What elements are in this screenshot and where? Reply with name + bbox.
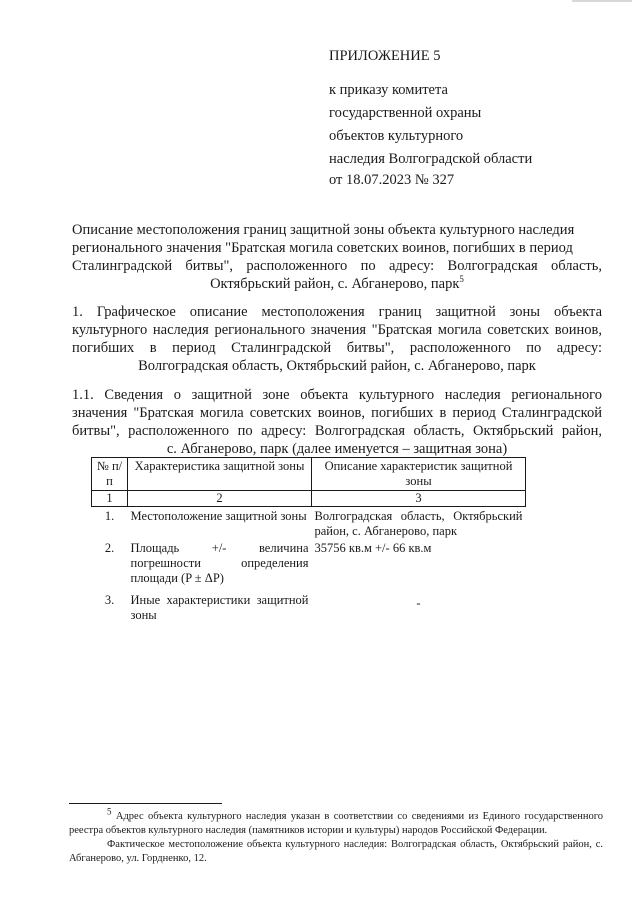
order-reference: [329, 79, 629, 171]
table-row: [92, 507, 526, 541]
order-line: наследия Волгоградской области: [329, 151, 533, 167]
order-line: объектов культурного: [329, 128, 464, 144]
row-number: 3.: [104, 593, 115, 607]
order-line: государственной охраны: [329, 105, 482, 121]
footnote-ref: 5: [459, 274, 464, 285]
footnote-paragraph: [69, 806, 603, 838]
section-1-line: Волгоградская область, Октябрьский район, с. Абганерово, парк: [138, 358, 536, 374]
section-1-1-line: значения "Братская могила советских воинов, погибших в период Сталинградской: [72, 405, 602, 421]
footnote-text: Адрес объекта культурного наследия указан в соответствии со сведениями из Единого государственного реестра объектов культурного наследия (памятников истории и культуры) народов Российской Федерации.: [69, 811, 603, 836]
main-title-line: регионального значения "Братская могила советских воинов, погибших в период: [72, 240, 573, 256]
table-row: [92, 540, 526, 592]
order-line: к приказу комитета: [329, 82, 448, 98]
header-cell-number: № п/п: [92, 458, 128, 491]
row-description: Волгоградская область, Октябрьский район, с. Абганерово, парк: [314, 509, 523, 538]
row-characteristic: Площадь +/- величина погрешности определения площади (P ± ΔP): [130, 541, 309, 585]
protection-zone-table: [91, 457, 526, 624]
section-1-line: погибших в период Сталинградской битвы", расположенного по адресу:: [72, 340, 602, 356]
column-number: 1: [92, 491, 128, 507]
section-1-1-line: с. Абганерово, парк (далее именуется – защитная зона): [166, 441, 508, 457]
footnote-paragraph: [69, 838, 603, 866]
appendix-title: ПРИЛОЖЕНИЕ 5: [329, 48, 441, 64]
order-date-number: от 18.07.2023 № 327: [329, 172, 455, 188]
footnote-number: 5: [107, 806, 112, 817]
scan-artifact: [572, 0, 632, 2]
column-number: 3: [312, 491, 526, 507]
table-header-row: [92, 458, 526, 491]
section-1-1-line: битвы", расположенного по адресу: Волгоградская область, Октябрьский район,: [72, 423, 602, 439]
row-characteristic: Иные характеристики защитной зоны: [130, 593, 309, 622]
main-title: [72, 221, 602, 293]
row-number: 2.: [104, 541, 115, 555]
footnote: [69, 806, 603, 866]
footnote-text: Фактическое местоположение объекта культурного наследия: Волгоградская область, Октябрьский район, с. Абганерово, ул. Гордненко, 12.: [69, 839, 603, 864]
header-cell-characteristic: Характеристика защитной зоны: [128, 458, 312, 491]
section-1-heading: [72, 303, 602, 375]
section-1-line: культурного наследия регионального значения "Братская могила советских воинов,: [72, 322, 602, 338]
section-1-1-line: 1.1. Сведения о защитной зоне объекта культурного наследия регионального: [72, 387, 602, 403]
table-row: [92, 592, 526, 624]
row-description: -: [416, 596, 421, 610]
main-title-line: Октябрьский район, с. Абганерово, парк$^5$: [210, 274, 464, 292]
footnote-separator: [69, 803, 222, 804]
header-cell-description: Описание характеристик защитной зоны: [312, 458, 526, 491]
section-1-line: 1. Графическое описание местоположения границ защитной зоны объекта: [72, 304, 602, 320]
table-column-numbers-row: [92, 491, 526, 507]
section-1-1-heading: [72, 386, 602, 458]
row-characteristic: Местоположение защитной зоны: [130, 509, 307, 523]
row-number: 1.: [104, 509, 115, 523]
row-description: 35756 кв.м +/- 66 кв.м: [314, 541, 432, 555]
main-title-line: Описание местоположения границ защитной зоны объекта культурного наследия: [72, 222, 575, 238]
main-title-line: Сталинградской битвы", расположенного по адресу: Волгоградская область,: [72, 258, 602, 274]
column-number: 2: [128, 491, 312, 507]
